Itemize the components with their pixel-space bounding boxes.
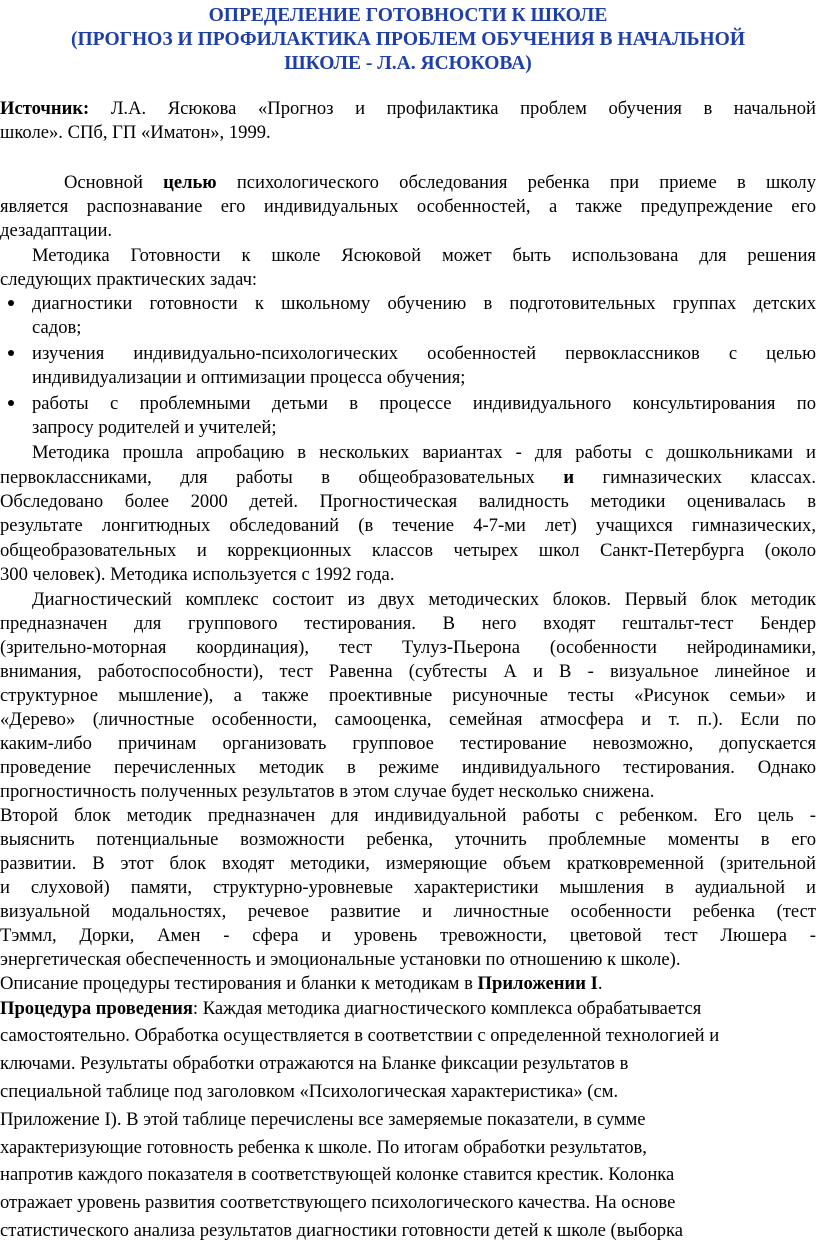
goal-post: психологического обследования ребенка при приеме в школу <box>216 172 816 193</box>
bullet-item-3-line-1: работы с проблемными детьми в процессе индивидуального консультирования по <box>32 393 816 414</box>
second-block-line-7: энергетическая обеспеченность и эмоциональные установки по отношению к школе). <box>0 949 681 970</box>
complex-line-4: внимания, работоспособности), тест Равенна (субтесты А и В - визуальное линейное и <box>0 661 816 682</box>
approbation-line-4: результате лонгитюдных обследований (в течение 4-7-ми лет) учащихся гимназических, <box>0 515 816 536</box>
goal-line-1 <box>0 171 816 195</box>
procedure-text: : Каждая методика диагностического комплекса обрабатывается <box>192 998 702 1019</box>
procedure-line-8: отражает уровень развития соответствующего психологического качества. На основе <box>0 1192 676 1213</box>
approbation-line-5: общеобразовательных и коррекционных классов четырех школ Санкт-Петербурга (около <box>0 540 816 561</box>
procedure-line-3: ключами. Результаты обработки отражаются на Бланке фиксации результатов в <box>0 1053 629 1074</box>
procedure-line-5: Приложение I). В этой таблице перечислены все замеряемые показатели, в сумме <box>0 1109 646 1130</box>
procedure-label: Процедура проведения <box>0 998 193 1019</box>
approbation-bold-and: и <box>563 467 575 488</box>
second-block-line-6: Тэммл, Дорки, Амен - сфера и уровень тревожности, цветовой тест Люшера - <box>0 925 816 946</box>
complex-line-5: структурное мышление), а также проективные рисуночные тесты «Рисунок семьи» и <box>0 685 816 706</box>
approbation-line-6: 300 человек). Методика используется с 1992 года. <box>0 564 395 585</box>
appendix-line <box>0 972 816 996</box>
goal-keyword: целью <box>163 172 217 193</box>
document-title-line-1: ОПРЕДЕЛЕНИЕ ГОТОВНОСТИ К ШКОЛЕ <box>208 5 608 26</box>
complex-line-7: каким-либо причинам организовать групповое тестирование невозможно, допускается <box>0 733 816 754</box>
source-line-2: школе». СПб, ГП «Иматон», 1999. <box>0 122 271 143</box>
procedure-line-7: напротив каждого показателя в соответствующей колонке ставится крестик. Колонка <box>0 1164 675 1185</box>
second-block-line-4: и слуховой) памяти, структурно-уровневые характеристики мышления в аудиальной и <box>0 877 816 898</box>
bullet-item-2-line-2: индивидуализации и оптимизации процесса обучения; <box>32 367 466 388</box>
bullet-item-1-line-1: диагностики готовности к школьному обучению в подготовительных группах детских <box>32 293 816 314</box>
appendix-period: . <box>597 973 603 994</box>
second-block-line-1: Второй блок методик предназначен для индивидуальной работы с ребенком. Его цель - <box>0 805 816 826</box>
complex-line-1: Диагностический комплекс состоит из двух методических блоков. Первый блок методик <box>32 589 816 610</box>
goal-line-2: является распознавание его индивидуальных особенностей, а также предупреждение его <box>0 196 816 217</box>
approbation-text-a: первоклассниками, для работы в общеобразовательных <box>0 467 564 488</box>
document-title-line-2: (ПРОГНОЗ И ПРОФИЛАКТИКА ПРОБЛЕМ ОБУЧЕНИЯ В НАЧАЛЬНОЙ <box>70 29 746 50</box>
bullet-item-3-line-2: запросу родителей и учителей; <box>32 417 277 438</box>
bullet-icon <box>6 347 16 357</box>
complex-line-8: проведение перечисленных методик в режиме индивидуального тестирования. Однако <box>0 757 816 778</box>
complex-line-9: прогностичность полученных результатов в этом случае будет несколько снижена. <box>0 781 655 802</box>
goal-pre: Основной <box>64 172 164 193</box>
second-block-line-3: развитии. В этот блок входят методики, измеряющие объем кратковременной (зрительной <box>0 853 816 874</box>
source-label: Источник: <box>0 98 90 119</box>
bullet-icon <box>6 397 16 407</box>
procedure-line-4: специальной таблице под заголовком «Психологическая характеристика» (см. <box>0 1081 619 1102</box>
second-block-line-2: выяснить потенциальные возможности ребенка, уточнить проблемные моменты в его <box>0 829 816 850</box>
procedure-line-1 <box>0 997 816 1021</box>
approbation-line-3: Обследовано более 2000 детей. Прогностическая валидность методики оценивалась в <box>0 491 816 512</box>
approbation-text-c: гимназических классах. <box>574 467 816 488</box>
bullet-item-1-line-2: садов; <box>32 317 82 338</box>
method-line-2: следующих практических задач: <box>0 269 258 290</box>
document-title-line-3: ШКОЛЕ - Л.А. ЯСЮКОВА) <box>284 53 532 74</box>
source-text: Л.А. Ясюкова «Прогноз и профилактика проблем обучения в начальной <box>110 98 816 119</box>
appendix-text: Описание процедуры тестирования и бланки к методикам в <box>0 973 478 994</box>
approbation-line-2 <box>0 466 816 490</box>
bullet-item-2-line-1: изучения индивидуально-психологических особенностей первоклассников с целью <box>32 343 816 364</box>
complex-line-6: «Дерево» (личностные особенности, самооценка, семейная атмосфера и т. п.). Если по <box>0 709 816 730</box>
approbation-line-1: Методика прошла апробацию в нескольких вариантах - для работы с дошкольниками и <box>32 442 816 463</box>
procedure-line-6: характеризующие готовность ребенка к школе. По итогам обработки результатов, <box>0 1137 647 1158</box>
goal-line-3: дезадаптации. <box>0 220 113 241</box>
method-line-1: Методика Готовности к школе Ясюковой может быть использована для решения <box>32 245 816 266</box>
complex-line-3: (зрительно-моторная координация), тест Тулуз-Пьерона (особенности нейродинамики, <box>0 637 816 658</box>
second-block-line-5: визуальной модальностях, речевое развитие и личностные особенности ребенка (тест <box>0 901 816 922</box>
procedure-line-9: статистического анализа результатов диагностики готовности детей к школе (выборка <box>0 1220 684 1241</box>
complex-line-2: предназначен для группового тестирования. В него входят гештальт-тест Бендер <box>0 613 816 634</box>
bullet-icon <box>6 297 16 307</box>
source-line-1 <box>0 97 816 121</box>
appendix-reference: Приложении I <box>477 973 598 994</box>
procedure-line-2: самостоятельно. Обработка осуществляется в соответствии с определенной технологией и <box>0 1025 720 1046</box>
